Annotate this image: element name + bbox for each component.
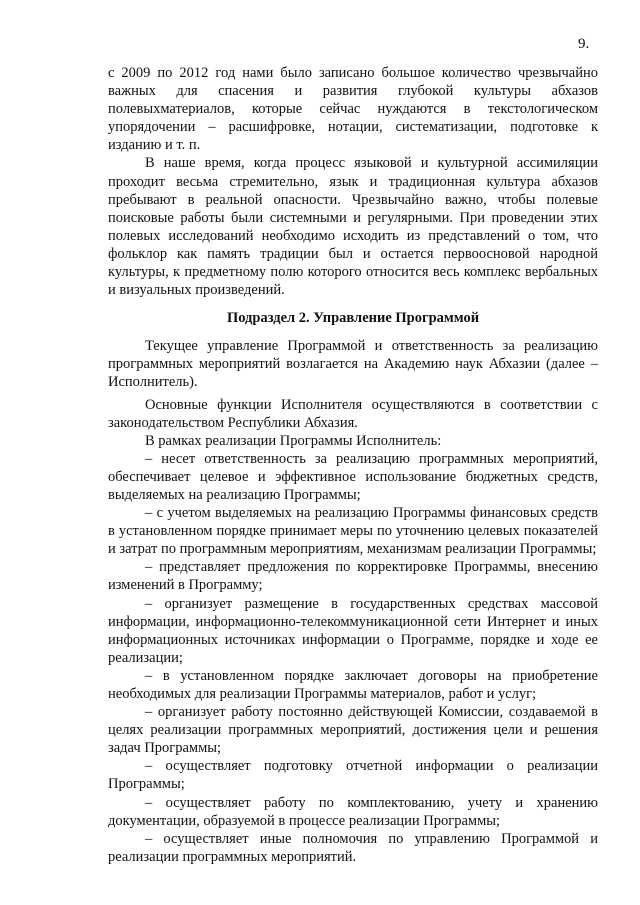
list-item: – осуществляет подготовку отчетной информации о реализации Программы; <box>108 758 598 793</box>
paragraph: В наше время, когда процесс языковой и культурной ассимиляции проходит весьма стремительно, язык и традиционная культура абхазов пребывают в реальной опасности. Чрезвычайно важно, чтобы полевые поисковые работы были системными и регулярными. При проведении этих полевых исследований необходимо исходить из представлений о том, что фольклор как память традиции был и остается первоосновой народной культуры, к предметному полю которого относится весь комплекс вербальных и визуальных произведений. <box>108 155 598 299</box>
list-item: – несет ответственность за реализацию программных мероприятий, обеспечивает целевое и эффективное использование бюджетных средств, выделяемых на реализацию Программы; <box>108 450 598 503</box>
list-item: – организует работу постоянно действующей Комиссии, создаваемой в целях реализации программных мероприятий, достижения цели и решения задач Программы; <box>108 704 598 757</box>
list-item: – с учетом выделяемых на реализацию Программы финансовых средств в установленном порядке принимает меры по уточнению целевых показателей и затрат по программным мероприятиям, механизмам реализации Программы; <box>108 505 598 558</box>
list-item: – организует размещение в государственных средствах массовой информации, информационно-телекоммуникационной сети Интернет и иных информационных источниках информации о Программе, порядке и ходе ее реализации; <box>108 595 598 666</box>
list-item: – представляет предложения по корректировке Программы, внесению изменений в Программу; <box>108 559 598 594</box>
paragraph: Текущее управление Программой и ответственность за реализацию программных мероприятий возлагается на Академию наук Абхазии (далее – Исполнитель). <box>108 338 598 391</box>
paragraph: с 2009 по 2012 год нами было записано большое количество чрезвычайно важных для спасения и развития глубокой культуры абхазов полевыхматериалов, которые сейчас нуждаются в текстологическом упорядочении – расшифровке, нотации, систематизации, подготовке к изданию и т. п. <box>108 65 598 154</box>
list-item: – осуществляет работу по комплектованию, учету и хранению документации, образуемой в процессе реализации Программы; <box>108 794 598 829</box>
list-item: – в установленном порядке заключает договоры на приобретение необходимых для реализации Программы материалов, работ и услуг; <box>108 667 598 702</box>
page-number: 9. <box>578 36 590 52</box>
section-heading: Подраздел 2. Управление Программой <box>226 310 480 327</box>
paragraph: В рамках реализации Программы Исполнитель: <box>145 432 442 449</box>
list-item: – осуществляет иные полномочия по управлению Программой и реализации программных мероприятий. <box>108 830 598 865</box>
paragraph: Основные функции Исполнителя осуществляются в соответствии с законодательством Республики Абхазия. <box>108 396 598 431</box>
document-body <box>108 64 598 866</box>
